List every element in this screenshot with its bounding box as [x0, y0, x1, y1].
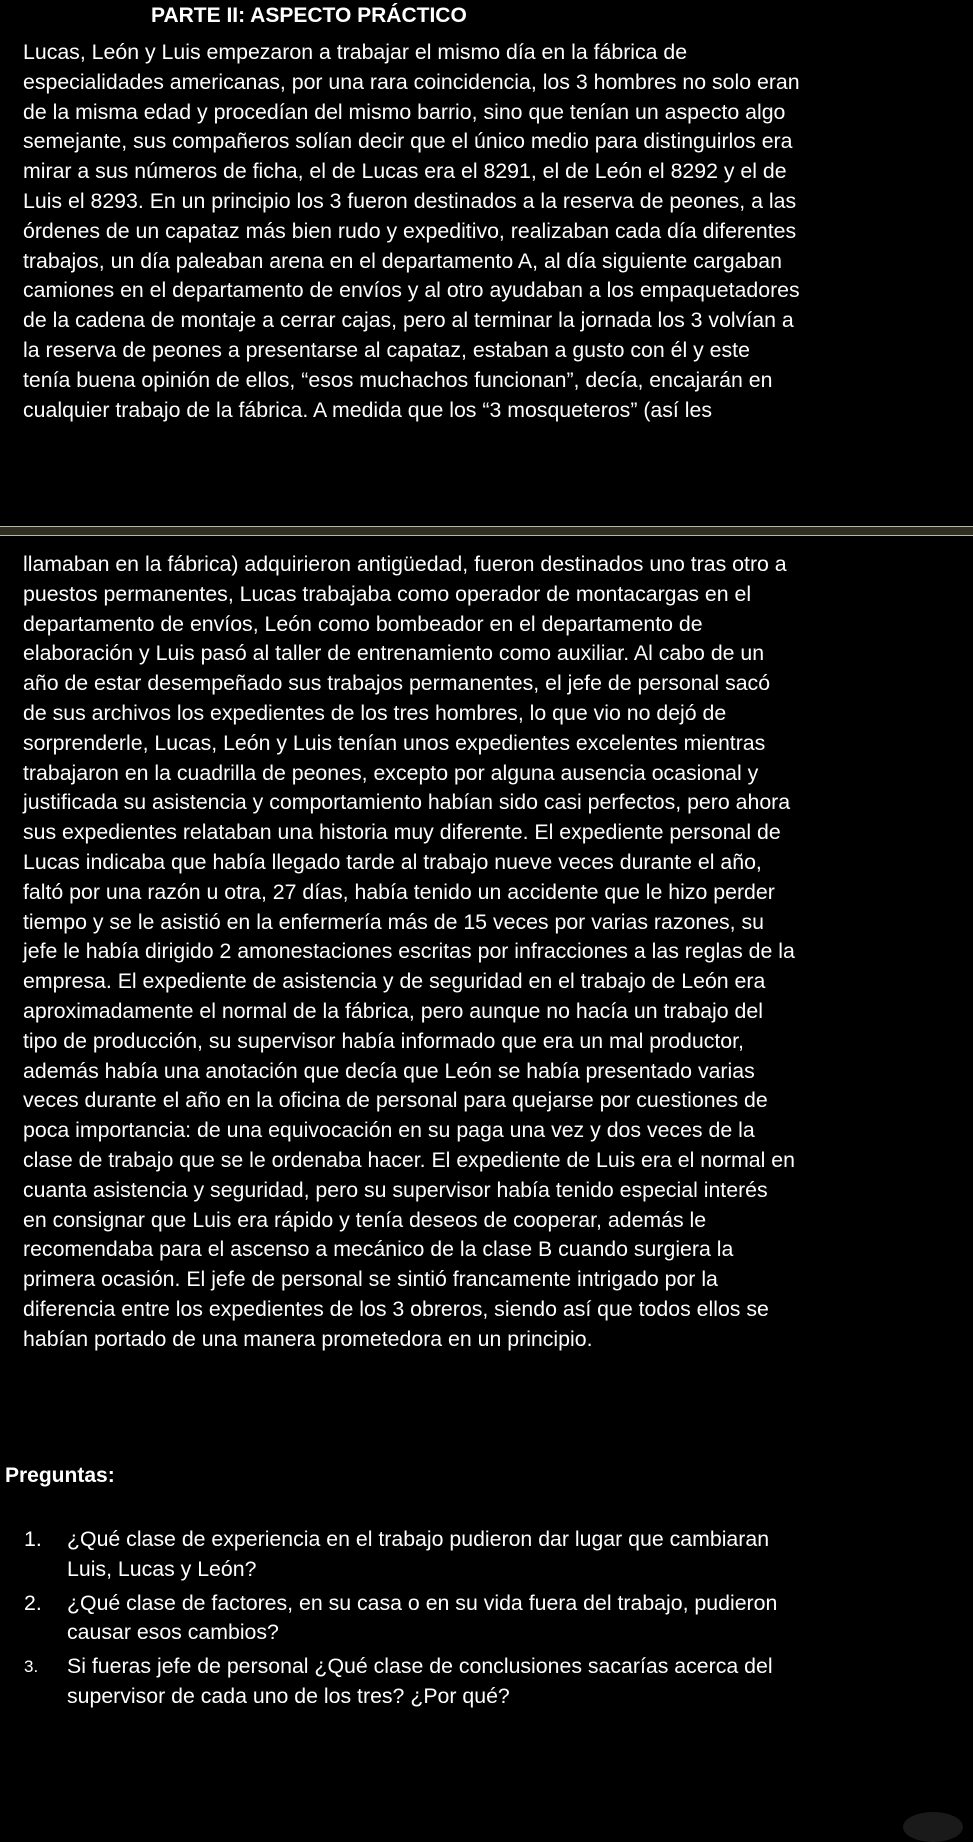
text-line: trabajos, un día paleaban arena en el departamento A, al día siguiente cargaban: [23, 248, 782, 273]
text-line: de sus archivos los expedientes de los tres hombres, lo que vio no dejó de: [23, 700, 727, 725]
text-line: órdenes de un capataz más bien rudo y expeditivo, realizaban cada día diferentes: [23, 218, 797, 243]
question-text-line: supervisor de cada uno de los tres? ¿Por qué?: [67, 1683, 510, 1708]
text-line: clase de trabajo que se le ordenaba hacer. El expediente de Luis era el normal en: [23, 1147, 795, 1172]
questions-heading: Preguntas:: [5, 1464, 115, 1487]
text-line: veces durante el año en la oficina de personal para quejarse por cuestiones de: [23, 1088, 768, 1113]
question-text-line: Si fueras jefe de personal ¿Qué clase de conclusiones sacarías acerca del: [67, 1654, 773, 1679]
text-line: de la cadena de montaje a cerrar cajas, pero al terminar la jornada los 3 volvían a: [23, 308, 794, 333]
page-divider: [0, 526, 973, 536]
page-title: PARTE II: ASPECTO PRÁCTICO: [151, 4, 467, 27]
text-line: departamento de envíos, León como bombeador en el departamento de: [23, 611, 703, 636]
question-number: 2.: [24, 1590, 42, 1615]
text-line: la reserva de peones a presentarse al capataz, estaban a gusto con él y este: [23, 337, 750, 362]
text-line: sorprenderle, Lucas, León y Luis tenían unos expedientes excelentes mientras: [23, 730, 766, 755]
text-line: habían portado de una manera prometedora en un principio.: [23, 1326, 593, 1351]
text-line: trabajaron en la cuadrilla de peones, excepto por alguna ausencia ocasional y: [23, 760, 759, 785]
question-item: [0, 1525, 777, 1585]
question-text-line: ¿Qué clase de factores, en su casa o en su vida fuera del trabajo, pudieron: [67, 1590, 778, 1615]
text-line: primera ocasión. El jefe de personal se sintió francamente intrigado por la: [23, 1267, 718, 1292]
text-line: Lucas, León y Luis empezaron a trabajar el mismo día en la fábrica de: [23, 40, 688, 64]
text-line: en consignar que Luis era rápido y tenía deseos de cooperar, además le: [23, 1207, 707, 1232]
question-text-line: causar esos cambios?: [67, 1620, 279, 1645]
text-line: poca importancia: de una equivocación en su paga una vez y dos veces de la: [23, 1118, 755, 1143]
text-line: camiones en el departamento de envíos y al otro ayudaban a los empaquetadores: [23, 278, 800, 303]
paragraph-part1: [23, 38, 800, 425]
question-number: 3.: [24, 1657, 39, 1677]
text-line: empresa. El expediente de asistencia y de seguridad en el trabajo de León era: [23, 969, 766, 994]
paragraph-part2: [23, 550, 795, 1355]
question-text-line: Luis, Lucas y León?: [67, 1556, 257, 1581]
text-line: aproximadamente el normal de la fábrica, pero aunque no hacía un trabajo del: [23, 998, 763, 1023]
text-line: jefe le había dirigido 2 amonestaciones escritas por infracciones a las reglas de la: [23, 939, 795, 964]
question-item: [0, 1652, 777, 1712]
text-line: Lucas indicaba que había llegado tarde al trabajo nueve veces durante el año,: [23, 849, 762, 874]
text-line: además había una anotación que decía que León se había presentado varias: [23, 1058, 755, 1083]
text-line: especialidades americanas, por una rara coincidencia, los 3 hombres no solo eran: [23, 69, 800, 94]
text-line: año de estar desempeñado sus trabajos permanentes, el jefe de personal sacó: [23, 671, 771, 696]
question-number: 1.: [24, 1527, 42, 1551]
text-line: de la misma edad y procedían del mismo barrio, sino que tenían un aspecto algo: [23, 99, 786, 124]
questions-list: [0, 1525, 777, 1716]
text-line: cualquier trabajo de la fábrica. A medida que los “3 mosqueteros” (así les: [23, 397, 712, 422]
text-line: semejante, sus compañeros solían decir que el único medio para distinguirlos era: [23, 129, 793, 154]
text-line: Luis el 8293. En un principio los 3 fueron destinados a la reserva de peones, a las: [23, 188, 797, 213]
text-line: faltó por una razón u otra, 27 días, había tenido un accidente que le hizo perder: [23, 879, 775, 904]
text-line: sus expedientes relataban una historia muy diferente. El expediente personal de: [23, 820, 781, 845]
text-line: tipo de producción, su supervisor había informado que era un mal productor,: [23, 1028, 744, 1053]
text-line: llamaban en la fábrica) adquirieron antigüedad, fueron destinados uno tras otro a: [23, 552, 787, 576]
corner-shape: [903, 1812, 963, 1842]
text-line: puestos permanentes, Lucas trabajaba como operador de montacargas en el: [23, 581, 752, 606]
question-text-line: ¿Qué clase de experiencia en el trabajo pudieron dar lugar que cambiaran: [67, 1527, 770, 1551]
text-line: justificada su asistencia y comportamiento habían sido casi perfectos, pero ahora: [23, 790, 791, 815]
text-line: tenía buena opinión de ellos, “esos muchachos funcionan”, decía, encajarán en: [23, 367, 773, 392]
text-line: elaboración y Luis pasó al taller de entrenamiento como auxiliar. Al cabo de un: [23, 641, 765, 666]
question-item: [0, 1589, 777, 1649]
text-line: mirar a sus números de ficha, el de Lucas era el 8291, el de León el 8292 y el de: [23, 159, 787, 184]
text-line: diferencia entre los expedientes de los 3 obreros, siendo así que todos ellos se: [23, 1296, 769, 1321]
text-line: cuanta asistencia y seguridad, pero su supervisor había tenido especial interés: [23, 1177, 768, 1202]
text-line: tiempo y se le asistió en la enfermería más de 15 veces por varias razones, su: [23, 909, 765, 934]
text-line: recomendaba para el ascenso a mecánico de la clase B cuando surgiera la: [23, 1237, 734, 1262]
